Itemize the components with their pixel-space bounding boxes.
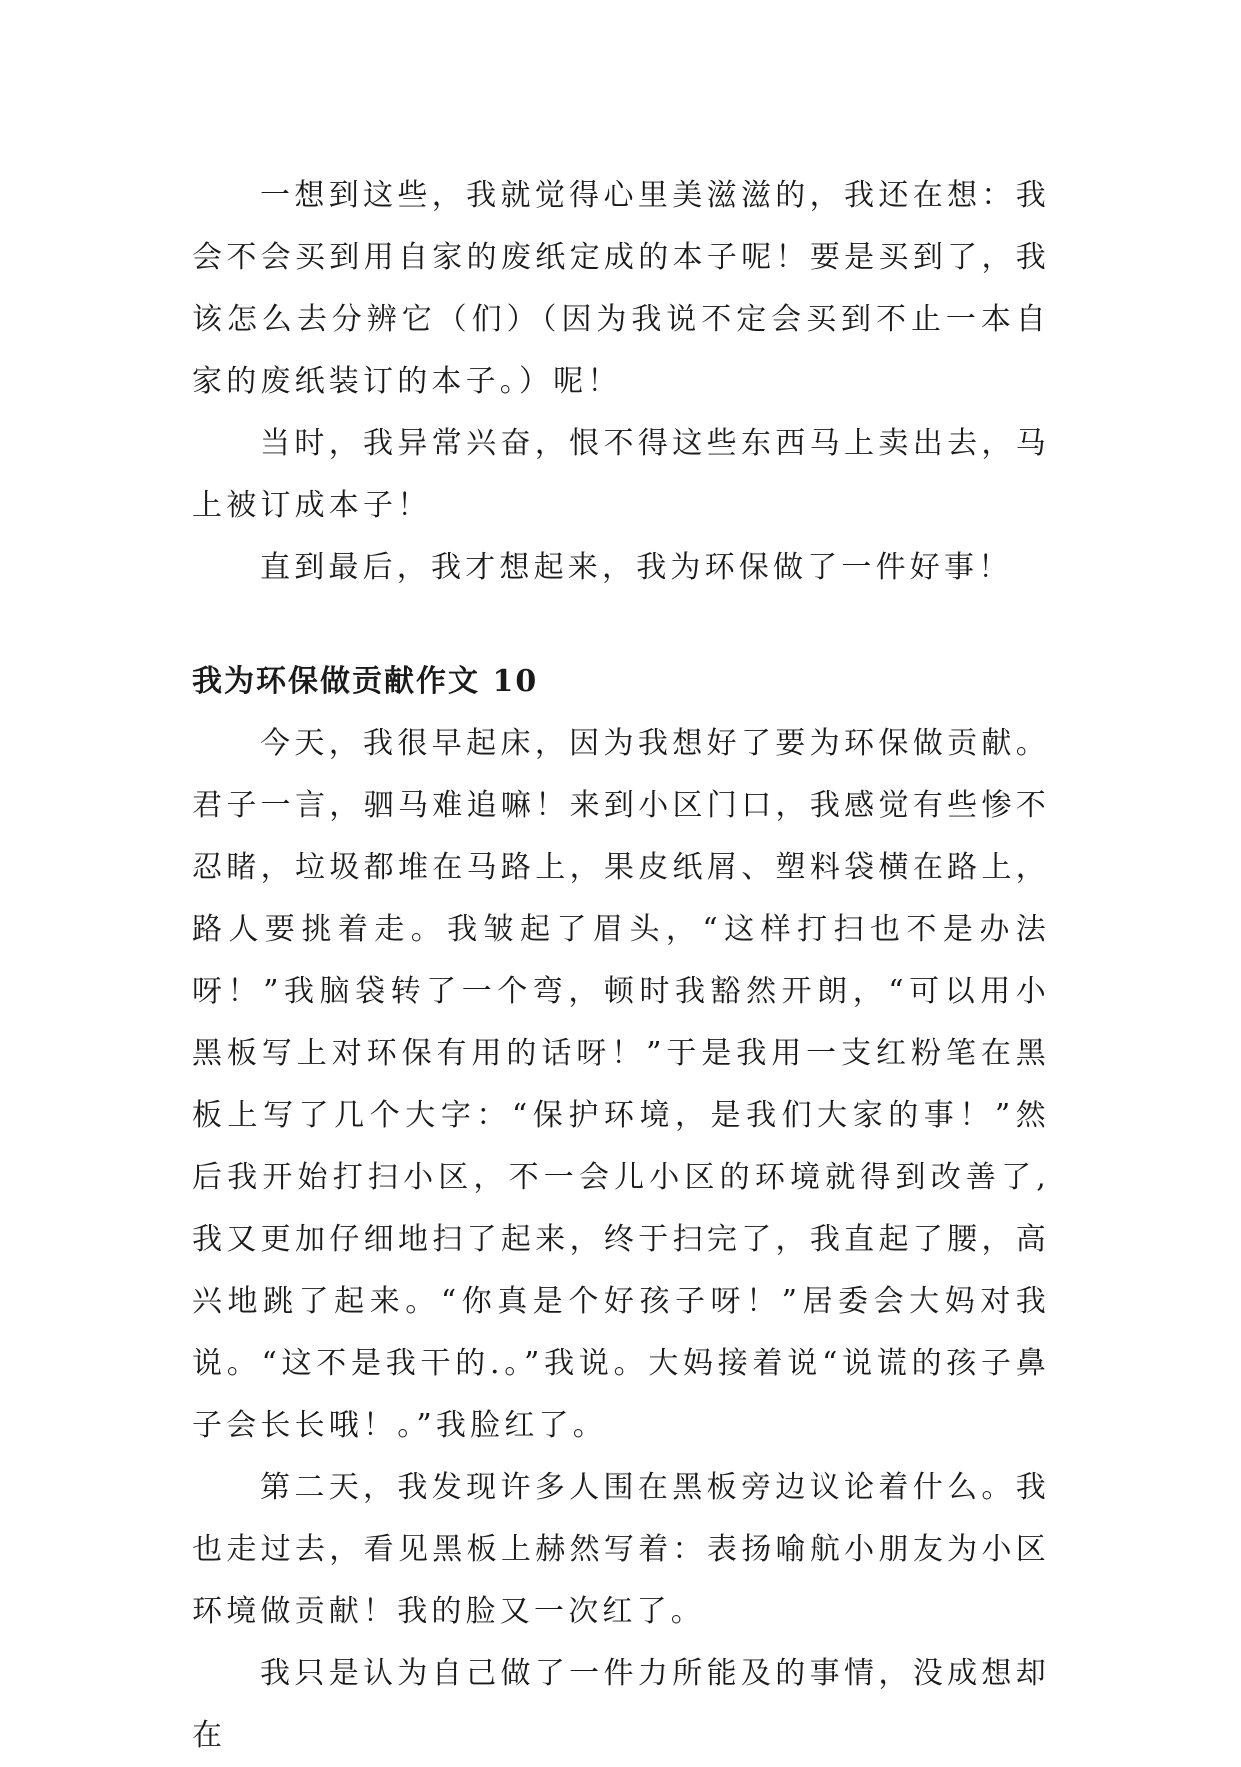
section-gap [192, 599, 1050, 651]
paragraph: 第二天，我发现许多人围在黑板旁边议论着什么。我也走过去，看见黑板上赫然写着：表扬喻航小朋友为小区环境做贡献！我的脸又一次红了。 [192, 1470, 1050, 1629]
paragraph: 一想到这些，我就觉得心里美滋滋的，我还在想：我会不会买到用自家的废纸定成的本子呢！要是买到了，我该怎么去分辨它（们）（因为我说不定会买到不止一本自家的废纸装订的本子。）呢！ [192, 178, 1050, 399]
paragraph: 当时，我异常兴奋，恨不得这些东西马上卖出去，马上被订成本子！ [192, 426, 1050, 523]
document-body [192, 165, 1050, 1767]
paragraph: 我只是认为自己做了一件力所能及的事情，没成想却在 [192, 1656, 1050, 1753]
paragraph: 直到最后，我才想起来，我为环保做了一件好事！ [260, 550, 1013, 585]
section-heading: 我为环保做贡献作文 10 [192, 664, 539, 699]
paragraph: 今天，我很早起床，因为我想好了要为环保做贡献。君子一言，驷马难追嘛！来到小区门口，我感觉有些惨不忍睹，垃圾都堆在马路上，果皮纸屑、塑料袋横在路上，路人要挑着走。我皱起了眉头，“这样打扫也不是办法呀！”我脑袋转了一个弯，顿时我豁然开朗，“可以用小黑板写上对环保有用的话呀！”于是我用一支红粉笔在黑板上写了几个大字：“保护环境，是我们大家的事！”然后我开始打扫小区，不一会儿小区的环境就得到改善了,我又更加仔细地扫了起来，终于扫完了，我直起了腰，高兴地跳了起来。“你真是个好孩子呀！”居委会大妈对我说。“这不是我干的.。”我说。大妈接着说“说谎的孩子鼻子会长长哦！。”我脸红了。 [192, 726, 1050, 1443]
